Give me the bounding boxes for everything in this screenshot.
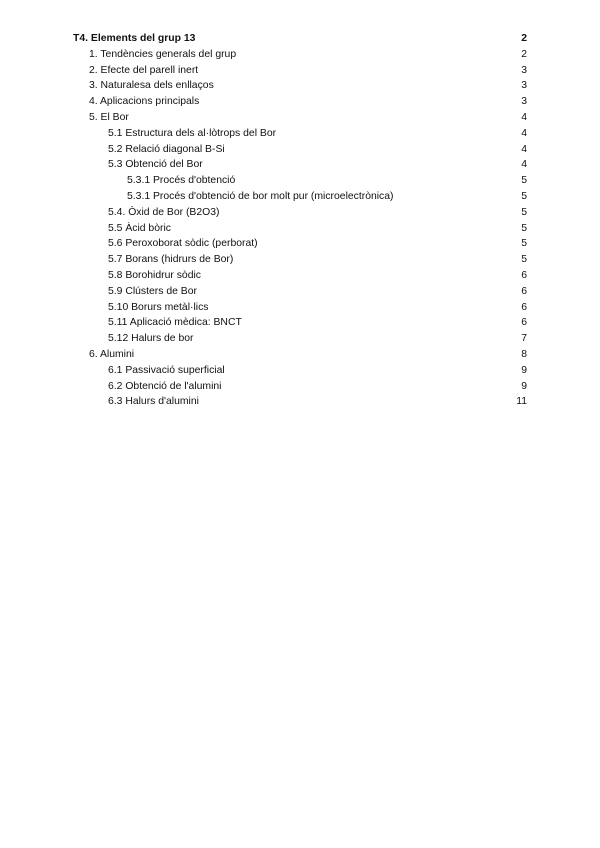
toc-entry-page: 5 bbox=[521, 238, 527, 250]
toc-entry-page: 6 bbox=[521, 317, 527, 329]
toc-entry[interactable] bbox=[0, 363, 600, 379]
toc-entry-page: 9 bbox=[521, 364, 527, 376]
toc-entry[interactable] bbox=[0, 252, 600, 268]
toc-entry-page: 3 bbox=[521, 64, 527, 76]
toc-entry-label: 6.3 Halurs d'alumini bbox=[108, 396, 199, 408]
toc-entry-label: 6.2 Obtenció de l'alumini bbox=[108, 380, 222, 392]
toc-entry-label: 5.6 Peroxoborat sòdic (perborat) bbox=[108, 238, 258, 250]
toc-entry-label: T4. Elements del grup 13 bbox=[73, 33, 196, 44]
toc-entry-page: 5 bbox=[521, 254, 527, 266]
toc-entry[interactable] bbox=[0, 205, 600, 221]
toc-entry-page: 3 bbox=[521, 80, 527, 92]
toc-entry-page: 5 bbox=[521, 206, 527, 218]
toc-entry-label: 6. Alumini bbox=[89, 348, 135, 360]
toc-entry-label: 5.2 Relació diagonal B-Si bbox=[108, 143, 225, 155]
toc-entry[interactable] bbox=[0, 63, 600, 79]
toc-entry[interactable] bbox=[0, 221, 600, 237]
toc-entry[interactable] bbox=[0, 315, 600, 331]
toc-entry-label: 5.5 Àcid bòric bbox=[108, 222, 171, 234]
toc-entry-page: 4 bbox=[521, 127, 527, 139]
toc-entry-label: 1. Tendències generals del grup bbox=[89, 48, 237, 60]
toc-entry-label: 5. El Bor bbox=[89, 111, 129, 123]
toc-entry-label: 5.3 Obtenció del Bor bbox=[108, 159, 203, 171]
toc-entry-page: 6 bbox=[521, 285, 527, 297]
toc-entry-page: 4 bbox=[521, 159, 527, 171]
toc-entry[interactable] bbox=[0, 31, 600, 47]
toc-entry-page: 4 bbox=[521, 143, 527, 155]
toc-entry-label: 4. Aplicacions principals bbox=[89, 96, 200, 108]
toc-entry-page: 5 bbox=[521, 222, 527, 234]
toc-entry-page: 8 bbox=[521, 348, 527, 360]
toc-entry-label: 5.8 Borohidrur sòdic bbox=[108, 269, 201, 281]
toc-entry[interactable] bbox=[0, 94, 600, 110]
table-of-contents bbox=[0, 31, 600, 410]
toc-entry[interactable] bbox=[0, 173, 600, 189]
toc-entry-label: 5.11 Aplicació mèdica: BNCT bbox=[108, 317, 242, 329]
toc-entry-label: 5.12 Halurs de bor bbox=[108, 333, 194, 345]
toc-entry[interactable] bbox=[0, 47, 600, 63]
toc-entry-label: 5.4. Òxid de Bor (B2O3) bbox=[108, 206, 220, 218]
toc-entry-page: 5 bbox=[521, 190, 527, 202]
toc-entry-page: 3 bbox=[521, 96, 527, 108]
toc-entry-label: 5.3.1 Procés d'obtenció de bor molt pur (microelectrònica) bbox=[127, 190, 394, 202]
toc-entry-label: 5.1 Estructura dels al·lòtrops del Bor bbox=[108, 127, 277, 139]
toc-entry-label: 2. Efecte del parell inert bbox=[89, 64, 199, 76]
toc-entry[interactable] bbox=[0, 142, 600, 158]
toc-entry-label: 3. Naturalesa dels enllaços bbox=[89, 80, 214, 92]
toc-entry-page: 9 bbox=[521, 380, 527, 392]
toc-entry-page: 11 bbox=[516, 396, 527, 408]
toc-entry-page: 4 bbox=[521, 111, 527, 123]
toc-entry[interactable] bbox=[0, 78, 600, 94]
toc-entry[interactable] bbox=[0, 189, 600, 205]
toc-entry[interactable] bbox=[0, 268, 600, 284]
toc-entry[interactable] bbox=[0, 236, 600, 252]
toc-entry-page: 5 bbox=[521, 175, 527, 187]
toc-entry[interactable] bbox=[0, 300, 600, 316]
toc-entry[interactable] bbox=[0, 331, 600, 347]
toc-entry-page: 6 bbox=[521, 301, 527, 313]
toc-entry[interactable] bbox=[0, 157, 600, 173]
toc-entry[interactable] bbox=[0, 126, 600, 142]
toc-entry[interactable] bbox=[0, 394, 600, 410]
toc-entry[interactable] bbox=[0, 110, 600, 126]
toc-entry-page: 2 bbox=[521, 33, 527, 44]
toc-entry-label: 5.10 Borurs metàl·lics bbox=[108, 301, 209, 313]
toc-entry[interactable] bbox=[0, 284, 600, 300]
toc-entry-label: 5.3.1 Procés d'obtenció bbox=[127, 175, 236, 187]
toc-entry[interactable] bbox=[0, 379, 600, 395]
toc-entry-page: 2 bbox=[521, 48, 527, 60]
toc-entry[interactable] bbox=[0, 347, 600, 363]
toc-entry-page: 7 bbox=[521, 333, 527, 345]
toc-entry-label: 5.7 Borans (hidrurs de Bor) bbox=[108, 254, 234, 266]
toc-entry-page: 6 bbox=[521, 269, 527, 281]
toc-entry-label: 5.9 Clústers de Bor bbox=[108, 285, 197, 297]
toc-entry-label: 6.1 Passivació superficial bbox=[108, 364, 225, 376]
